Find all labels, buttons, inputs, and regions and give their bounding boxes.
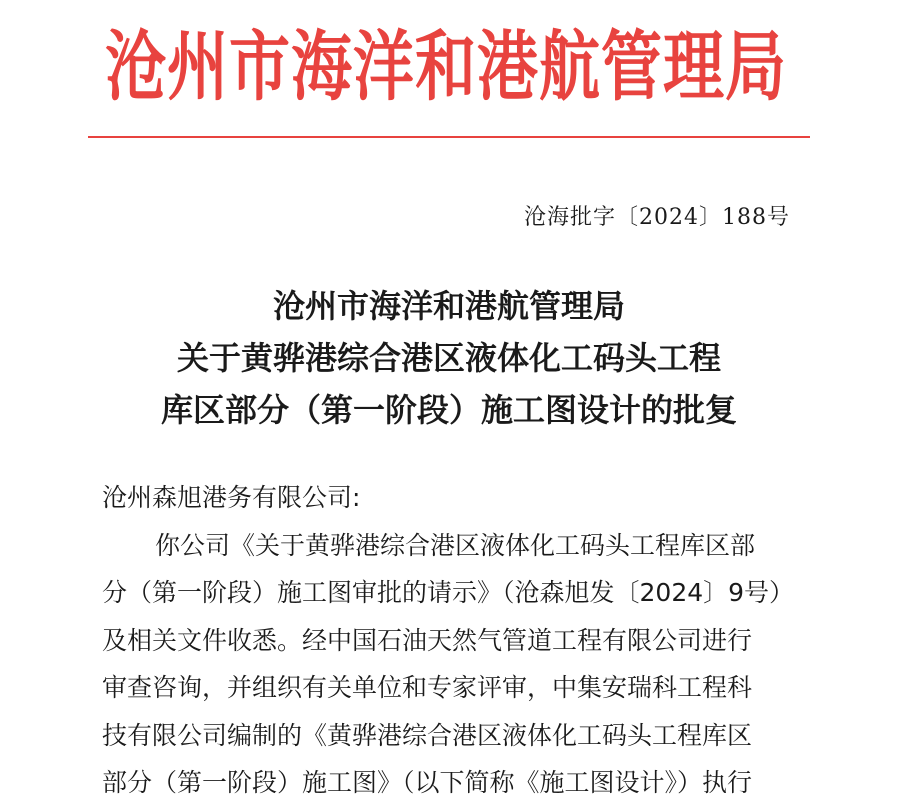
addressee: 沧州森旭港务有限公司: — [102, 483, 361, 512]
body-line: 你公司《关于黄骅港综合港区液体化工码头工程库区部 — [155, 530, 756, 560]
title-line: 关于黄骅港综合港区液体化工码头工程 — [176, 339, 721, 377]
body-line: 分（第一阶段）施工图审批的请示》（沧森旭发〔2024〕9号） — [102, 578, 795, 607]
document-number: 沧海批字〔2024〕188号 — [524, 205, 790, 230]
title-line: 库区部分（第一阶段）施工图设计的批复 — [160, 391, 737, 429]
body-line: 及相关文件收悉。经中国石油天然气管道工程有限公司进行 — [102, 625, 753, 655]
body-line: 部分（第一阶段）施工图》（以下简称《施工图设计》）执行 — [102, 768, 753, 797]
body-line: 审查咨询，并组织有关单位和专家评审，中集安瑞科工程科 — [102, 673, 753, 702]
masthead-title: 沧州市海洋和港航管理局 — [104, 22, 787, 112]
body-line: 技有限公司编制的《黄骅港综合港区液体化工码头工程库区 — [102, 720, 753, 750]
title-line: 沧州市海洋和港航管理局 — [272, 287, 625, 325]
document-title — [0, 280, 898, 436]
document-body — [102, 474, 802, 807]
red-divider — [88, 136, 810, 138]
